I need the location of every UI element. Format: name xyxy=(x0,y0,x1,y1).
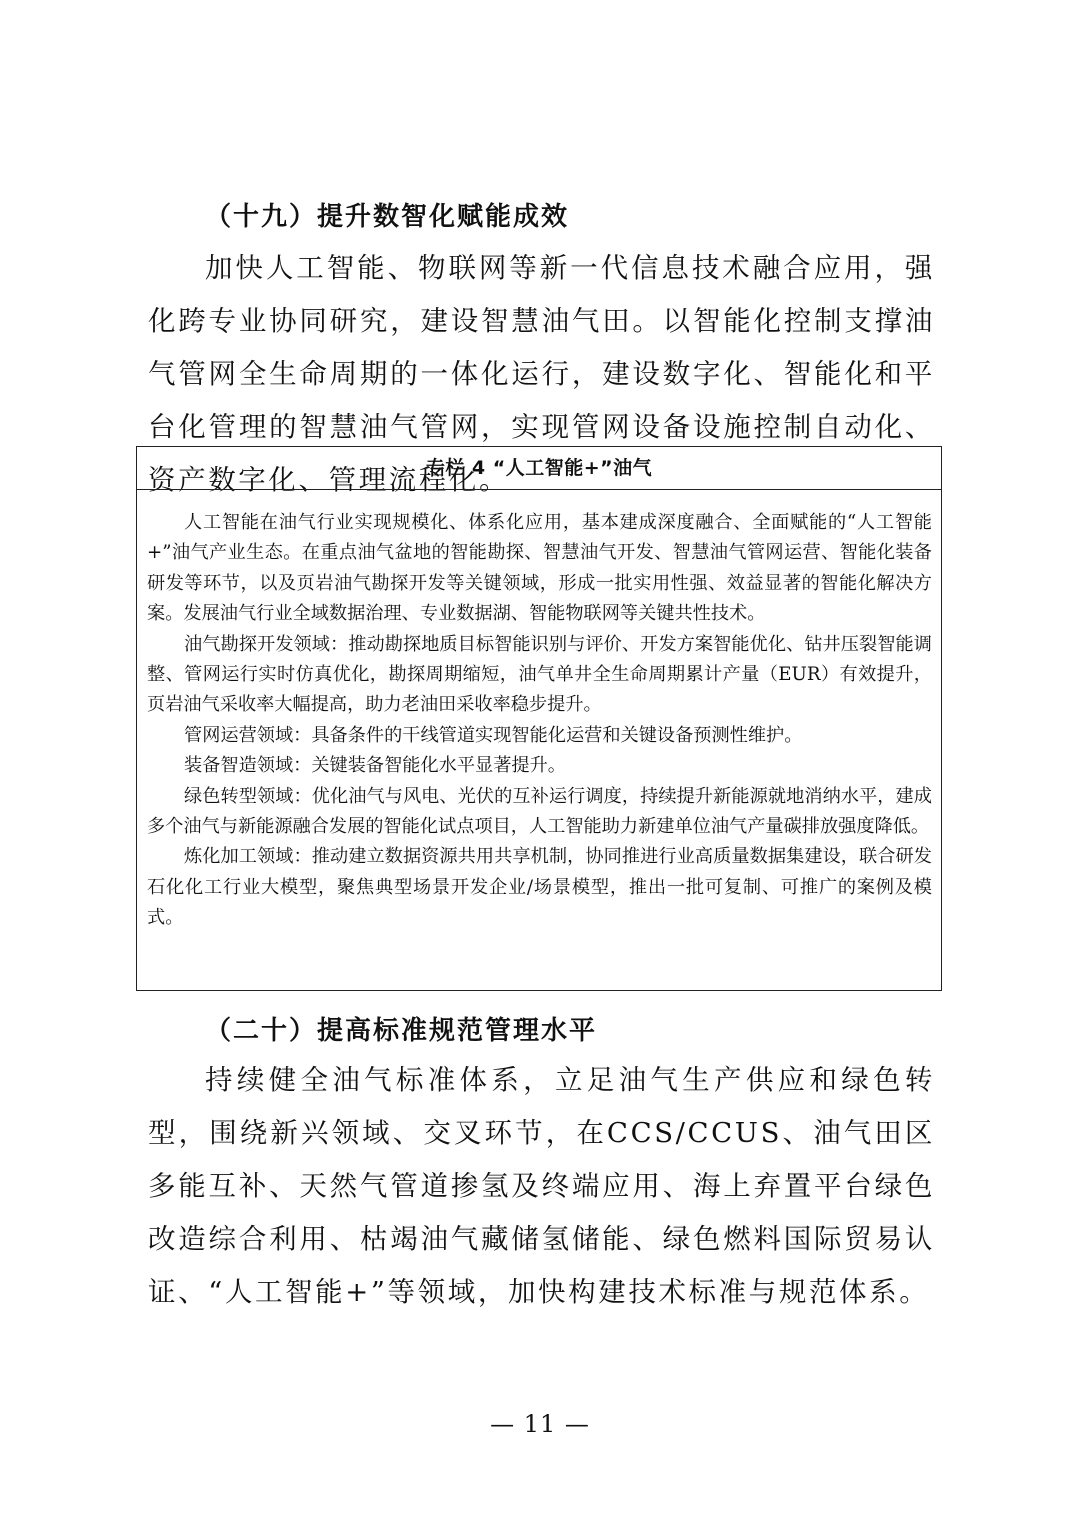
feature-box-item xyxy=(147,630,932,721)
item-text: 推动建立数据资源共用共享机制，协同推进行业高质量数据集建设，联合研发石化化工行业大模型，聚焦典型场景开发企业/场景模型，推出一批可复制、可推广的案例及模式。 xyxy=(147,846,932,929)
item-lead: 管网运营领域： xyxy=(184,724,312,746)
item-text: 优化油气与风电、光伏的互补运行调度，持续提升新能源就地消纳水平，建成多个油气与新能源融合发展的智能化试点项目，人工智能助力新建单位油气产量碳排放强度降低。 xyxy=(147,785,932,838)
feature-box-item xyxy=(147,751,932,781)
item-lead: 装备智造领域： xyxy=(184,755,312,777)
feature-box-intro: 人工智能在油气行业实现规模化、体系化应用，基本建成深度融合、全面赋能的“人工智能+”油气产业生态。在重点油气盆地的智能勘探、智慧油气开发、智慧油气管网运营、智能化装备研发等环节，以及页岩油气勘探开发等关键领域，形成一批实用性强、效益显著的智能化解决方案。发展油气行业全域数据治理、专业数据湖、智能物联网等关键共性技术。 xyxy=(147,512,932,625)
item-text: 具备条件的干线管道实现智能化运营和关键设备预测性维护。 xyxy=(311,724,803,746)
feature-box xyxy=(136,446,942,991)
section-20-heading: （二十）提高标准规范管理水平 xyxy=(205,1016,598,1046)
feature-box-item xyxy=(147,721,932,751)
feature-box-body xyxy=(137,490,941,934)
item-lead: 绿色转型领域： xyxy=(184,785,312,807)
page-number: — 11 — xyxy=(490,1410,590,1438)
item-text: 推动勘探地质目标智能识别与评价、开发方案智能优化、钻井压裂智能调整、管网运行实时仿真优化，勘探周期缩短，油气单井全生命周期累计产量（EUR）有效提升，页岩油气采收率大幅提高，助力老油田采收率稳步提升。 xyxy=(147,633,932,716)
item-lead: 炼化加工领域： xyxy=(184,846,312,868)
feature-box-title: 专栏 4 “人工智能+”油气 xyxy=(137,447,941,490)
item-text: 关键装备智能化水平显著提升。 xyxy=(311,755,566,777)
section-19-paragraph: 加快人工智能、物联网等新一代信息技术融合应用，强化跨专业协同研究，建设智慧油气田。以智能化控制支撑油气管网全生命周期的一体化运行，建设数字化、智能化和平台化管理的智慧油气管网，实现管网设备设施控制自动化、资产数字化、管理流程化。 xyxy=(148,252,935,496)
item-lead: 油气勘探开发领域： xyxy=(184,633,349,655)
section-19-heading: （十九）提升数智化赋能成效 xyxy=(205,202,570,232)
section-20-paragraph: 持续健全油气标准体系，立足油气生产供应和绿色转型，围绕新兴领域、交叉环节，在CCS/CCUS、油气田区多能互补、天然气管道掺氢及终端应用、海上弃置平台绿色改造综合利用、枯竭油气藏储氢储能、绿色燃料国际贸易认证、“人工智能+”等领域，加快构建技术标准与规范体系。 xyxy=(148,1064,935,1308)
feature-box-item xyxy=(147,842,932,933)
feature-box-item xyxy=(147,782,932,843)
